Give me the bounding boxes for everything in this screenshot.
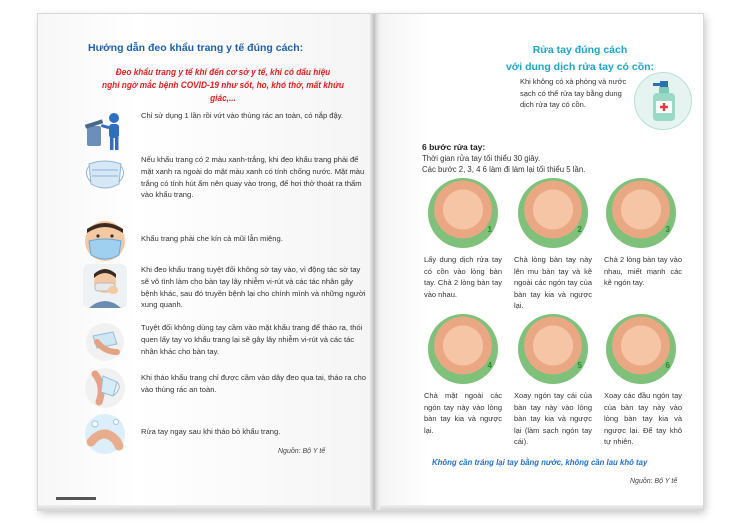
warning-line-2: nghi ngờ mắc bệnh COVID-19 như sốt, ho, khó thở, mất khứu giác,... (102, 80, 344, 103)
left-source: Nguồn: Bộ Y tế (278, 448, 326, 455)
item-text: Khẩu trang phải che kín cả mũi lẫn miệng. (141, 234, 283, 243)
warning-line-1: Đeo khẩu trang y tế khi đến cơ sở y tế, khi có dấu hiệu (115, 67, 331, 77)
handwash-intro: Khi không có xà phòng và nước sạch có thể rửa tay bằng dung dịch rửa tay có cồn. (520, 77, 627, 109)
sanitizer-bottle-icon (634, 72, 692, 130)
list-item (83, 366, 368, 406)
handwash-title (495, 44, 665, 73)
list-item (83, 219, 368, 259)
step-4-text: Chà mặt ngoài các ngón tay này vào lòng bàn tay kia và ngược lại. (424, 391, 502, 435)
hand-mask-icon (83, 322, 127, 362)
item-text: Rửa tay ngay sau khi tháo bỏ khẩu trang. (141, 427, 281, 436)
handwash-title-line2: với dung dịch rửa tay có cồn: (505, 61, 655, 73)
step-2-text: Chà lòng bàn tay này lên mu bàn tay và kẽ ngoài các ngón tay của bàn tay kia và ngược lại. (514, 255, 592, 310)
mask-warning (78, 66, 368, 105)
repeat-line: Các bước 2, 3, 4 6 làm đi làm lại tối thiểu 5 lần. (422, 165, 586, 174)
step-1-image: 1 (428, 178, 498, 248)
item-text: Chỉ sử dụng 1 lần rồi vứt vào thùng rác an toàn, có nắp đậy. (141, 111, 344, 120)
step-2-image: 2 (518, 178, 588, 248)
list-item (83, 264, 368, 311)
step-6-text: Xoay các đầu ngón tay của bàn tay này vào lòng bàn tay kia và ngược lại. Để tay khô tự nhiên. (604, 391, 682, 446)
step-5-text: Xoay ngón tay cái của bàn tay này vào lòng bàn tay kia và ngược lại (làm sạch ngón tay cái). (514, 391, 592, 446)
item-text: Nếu khẩu trang có 2 màu xanh-trắng, khi đeo khẩu trang phải để mặt xanh ra ngoài do mặt màu xanh có tính chống nước. Mặt màu trắng có tính hút ẩm nên quay vào trong, để hơi thở thoát ra thấm vào khẩu trang. (141, 155, 365, 200)
right-page (380, 14, 703, 510)
item-text: Tuyệt đối không dùng tay cầm vào mặt khẩu trang để tháo ra, thói quen lấy tay vo khẩu trang lại sẽ gây lây nhiễm vi-rút và các tác nhân khác cho bàn tay. (141, 323, 363, 356)
item-text: Khi đeo khẩu trang tuyệt đối không sờ tay vào, vì động tác sờ tay sẽ vô tình làm cho bàn tay lây nhiễm vi-rút và các tác nhân gây bệnh khác, sau đó truyền bệnh lại cho chính mình và những người xung quanh. (141, 265, 366, 310)
person-touching-mask-icon (83, 264, 127, 304)
step-3-text: Chà 2 lòng bàn tay vào nhau, miết mạnh các kẽ ngón tay. (604, 255, 682, 287)
hand-strap-icon (83, 366, 127, 406)
list-item (83, 322, 368, 362)
step-5-image: 5 (518, 314, 588, 384)
item-text: Khi tháo khẩu trang chỉ được cầm vào dây đeo qua tai, tháo ra cho vào thùng rác an toàn. (141, 373, 366, 394)
left-page (38, 14, 370, 510)
steps-heading: 6 bước rửa tay: (422, 142, 486, 152)
time-line: Thời gian rửa tay tối thiểu 30 giây. (422, 154, 541, 163)
page-bottom-marker (56, 497, 96, 500)
page-edge (38, 505, 370, 510)
list-item (83, 154, 368, 201)
list-item (83, 412, 368, 452)
step-3-image: 3 (606, 178, 676, 248)
trash-bin-icon (83, 110, 127, 150)
book-spine (370, 14, 380, 510)
list-item (83, 110, 368, 150)
mask-guide-title: Hướng dẫn đeo khẩu trang y tế đúng cách: (88, 42, 304, 54)
step-6-image: 6 (606, 314, 676, 384)
right-source: Nguồn: Bộ Y tế (630, 478, 678, 485)
page-edge (380, 505, 703, 510)
mask-icon (83, 154, 127, 194)
handwash-title-line1: Rửa tay đúng cách (532, 44, 628, 56)
footer-note: Không cần tráng lại tay bằng nước, không cần lau khô tay (432, 458, 648, 467)
hand-washing-icon (83, 412, 127, 452)
step-4-image: 4 (428, 314, 498, 384)
step-1-text: Lấy dung dịch rửa tay có cồn vào lòng bàn tay. Chà 2 lòng bàn tay vào nhau. (424, 255, 502, 299)
open-booklet (38, 14, 703, 510)
masked-face-icon (83, 219, 127, 259)
